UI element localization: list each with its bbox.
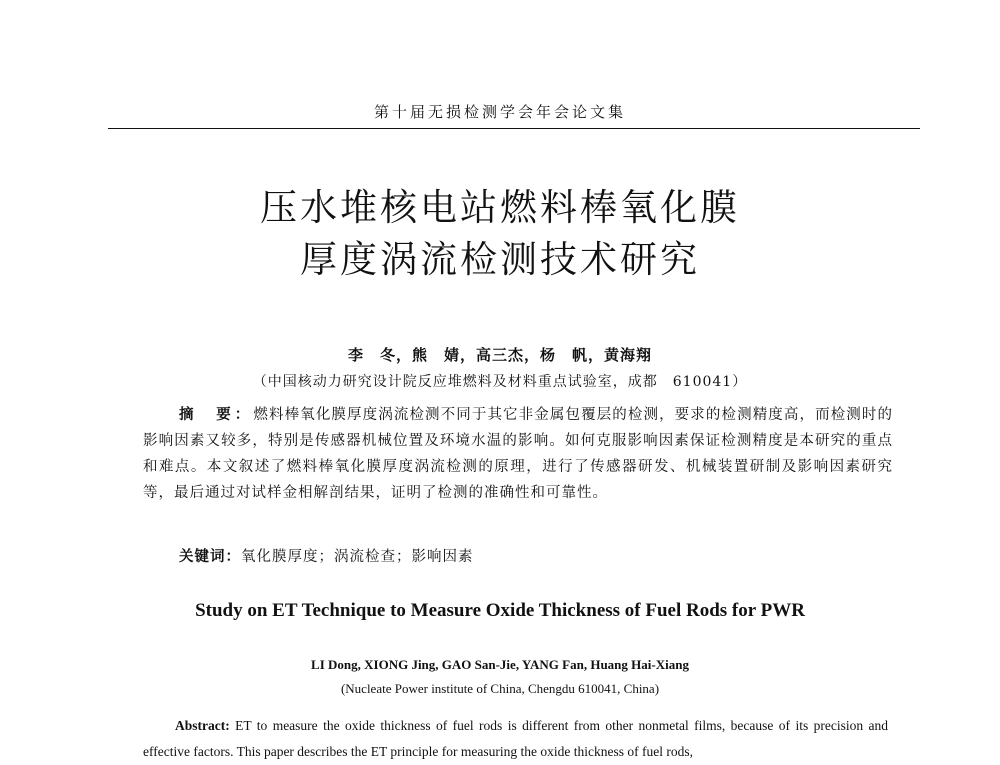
keywords-cn-label: 关键词： bbox=[179, 549, 241, 565]
paper-title-cn-line2: 厚度涡流检测技术研究 bbox=[300, 238, 700, 281]
affiliation-cn: （中国核动力研究设计院反应堆燃料及材料重点试验室，成都 610041） bbox=[252, 374, 748, 390]
abstract-cn bbox=[143, 402, 893, 506]
abstract-cn-label: 摘 要： bbox=[179, 407, 254, 423]
abstract-en-text: ET to measure the oxide thickness of fuel rods is different from other nonmetal films, because of its precision and effective factors. This paper describes the ET principle for measuring the oxide thickness of fuel rods, bbox=[143, 718, 888, 759]
authors-en: LI Dong, XIONG Jing, GAO San-Jie, YANG Fan, Huang Hai-Xiang bbox=[311, 657, 689, 672]
header-rule bbox=[108, 128, 920, 129]
abstract-en-label: Abstract: bbox=[175, 718, 230, 733]
paper-title-en: Study on ET Technique to Measure Oxide Thickness of Fuel Rods for PWR bbox=[195, 600, 805, 621]
running-header: 第十届无损检测学会年会论文集 bbox=[373, 103, 626, 121]
abstract-en bbox=[143, 713, 888, 765]
affiliation-en: (Nucleate Power institute of China, Chengdu 610041, China) bbox=[340, 681, 660, 696]
keywords-cn-text: 氧化膜厚度；涡流检查；影响因素 bbox=[241, 549, 474, 565]
authors-cn: 李 冬，熊 婧，高三杰，杨 帆，黄海翔 bbox=[347, 346, 652, 364]
abstract-cn-text: 燃料棒氧化膜厚度涡流检测不同于其它非金属包覆层的检测，要求的检测精度高，而检测时的影响因素又较多，特别是传感器机械位置及环境水温的影响。如何克服影响因素保证检测精度是本研究的重点和难点。本文叙述了燃料棒氧化膜厚度涡流检测的原理，进行了传感器研发、机械装置研制及影响因素研究等，最后通过对试样金相解剖结果，证明了检测的准确性和可靠性。 bbox=[143, 407, 894, 501]
keywords-cn bbox=[179, 545, 474, 566]
paper-title-cn-line1: 压水堆核电站燃料棒氧化膜 bbox=[260, 186, 740, 229]
